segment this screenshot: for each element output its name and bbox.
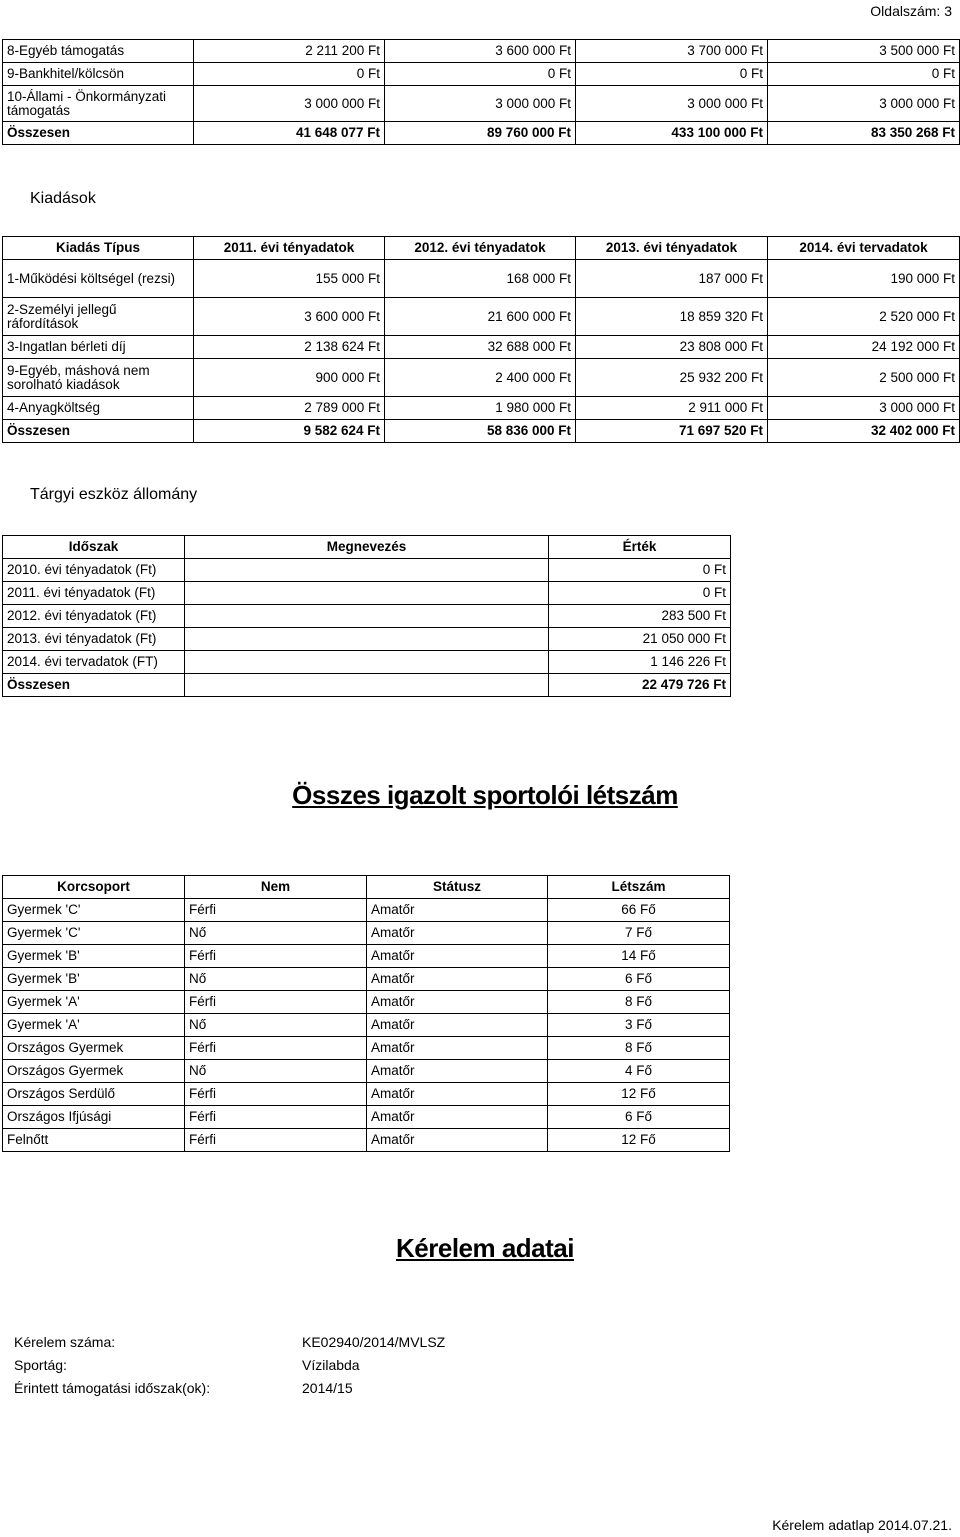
table-header-row bbox=[3, 237, 960, 260]
row-label: 2-Személyi jellegű ráfordítások bbox=[3, 298, 194, 336]
table-row bbox=[3, 397, 960, 420]
table-row bbox=[3, 1037, 730, 1060]
table-row bbox=[3, 40, 960, 63]
total-value: 433 100 000 Ft bbox=[576, 122, 768, 145]
sex-cell: Férfi bbox=[185, 1083, 367, 1106]
cell-value: 900 000 Ft bbox=[194, 359, 385, 397]
total-label: Összesen bbox=[3, 122, 194, 145]
sex-cell: Férfi bbox=[185, 945, 367, 968]
cell-value: 3 000 000 Ft bbox=[385, 86, 576, 122]
request-number-value bbox=[302, 1334, 445, 1350]
sport-value bbox=[302, 1357, 360, 1373]
count-cell: 8 Fő bbox=[548, 1037, 730, 1060]
value-cell: 1 146 226 Ft bbox=[549, 651, 731, 674]
table-row bbox=[3, 298, 960, 336]
cell-value: 3 600 000 Ft bbox=[385, 40, 576, 63]
column-header: Létszám bbox=[548, 876, 730, 899]
table-row bbox=[3, 86, 960, 122]
status-cell: Amatőr bbox=[367, 1083, 548, 1106]
field-value: Vízilabda bbox=[302, 1357, 360, 1373]
group-cell: Gyermek 'A' bbox=[3, 991, 185, 1014]
assets-title: Tárgyi eszköz állomány bbox=[30, 486, 198, 503]
total-row bbox=[3, 122, 960, 145]
table-row bbox=[3, 899, 730, 922]
group-cell: Gyermek 'B' bbox=[3, 945, 185, 968]
cell-value: 18 859 320 Ft bbox=[576, 298, 768, 336]
period-cell: 2011. évi tényadatok (Ft) bbox=[3, 582, 185, 605]
sex-cell: Nő bbox=[185, 1014, 367, 1037]
column-header: Időszak bbox=[3, 536, 185, 559]
column-header: 2012. évi tényadatok bbox=[385, 237, 576, 260]
count-cell: 6 Fő bbox=[548, 1106, 730, 1129]
group-cell: Gyermek 'A' bbox=[3, 1014, 185, 1037]
cell-value: 3 600 000 Ft bbox=[194, 298, 385, 336]
total-value: 41 648 077 Ft bbox=[194, 122, 385, 145]
cell-value: 2 911 000 Ft bbox=[576, 397, 768, 420]
column-header: Státusz bbox=[367, 876, 548, 899]
field-label: Érintett támogatási időszak(ok): bbox=[14, 1380, 211, 1396]
table-row bbox=[3, 1014, 730, 1037]
count-cell: 4 Fő bbox=[548, 1060, 730, 1083]
request-number-row bbox=[14, 1334, 115, 1350]
total-value: 9 582 624 Ft bbox=[194, 420, 385, 443]
cell-value: 21 600 000 Ft bbox=[385, 298, 576, 336]
status-cell: Amatőr bbox=[367, 1060, 548, 1083]
name-cell bbox=[185, 605, 549, 628]
athletes-title: Összes igazolt sportolói létszám bbox=[292, 780, 678, 810]
field-label: Sportág: bbox=[14, 1357, 67, 1373]
value-cell: 0 Ft bbox=[549, 582, 731, 605]
table-row bbox=[3, 559, 731, 582]
count-cell: 66 Fő bbox=[548, 899, 730, 922]
status-cell: Amatőr bbox=[367, 1037, 548, 1060]
sex-cell: Férfi bbox=[185, 1037, 367, 1060]
group-cell: Országos Ifjúsági bbox=[3, 1106, 185, 1129]
sex-cell: Nő bbox=[185, 968, 367, 991]
period-cell: 2012. évi tényadatok (Ft) bbox=[3, 605, 185, 628]
row-label: 4-Anyagköltség bbox=[3, 397, 194, 420]
page-number: Oldalszám: 3 bbox=[870, 3, 952, 19]
total-value: 22 479 726 Ft bbox=[549, 674, 731, 697]
row-label: 1-Működési költségel (rezsi) bbox=[3, 260, 194, 298]
group-cell: Országos Gyermek bbox=[3, 1037, 185, 1060]
table-row bbox=[3, 945, 730, 968]
cell-value: 187 000 Ft bbox=[576, 260, 768, 298]
cell-value: 2 789 000 Ft bbox=[194, 397, 385, 420]
total-row bbox=[3, 420, 960, 443]
total-value: 83 350 268 Ft bbox=[768, 122, 960, 145]
cell-value: 2 520 000 Ft bbox=[768, 298, 960, 336]
group-cell: Gyermek 'C' bbox=[3, 899, 185, 922]
table-row bbox=[3, 968, 730, 991]
field-value: KE02940/2014/MVLSZ bbox=[302, 1334, 446, 1350]
name-cell bbox=[185, 582, 549, 605]
count-cell: 14 Fő bbox=[548, 945, 730, 968]
cell-value: 3 000 000 Ft bbox=[768, 86, 960, 122]
count-cell: 12 Fő bbox=[548, 1129, 730, 1152]
value-cell: 283 500 Ft bbox=[549, 605, 731, 628]
status-cell: Amatőr bbox=[367, 922, 548, 945]
count-cell: 7 Fő bbox=[548, 922, 730, 945]
table-row bbox=[3, 651, 731, 674]
name-cell bbox=[185, 628, 549, 651]
name-cell bbox=[185, 674, 549, 697]
sex-cell: Nő bbox=[185, 1060, 367, 1083]
cell-value: 0 Ft bbox=[194, 63, 385, 86]
cell-value: 24 192 000 Ft bbox=[768, 336, 960, 359]
total-value: 71 697 520 Ft bbox=[576, 420, 768, 443]
cell-value: 190 000 Ft bbox=[768, 260, 960, 298]
expenses-table bbox=[2, 236, 960, 443]
status-cell: Amatőr bbox=[367, 1129, 548, 1152]
cell-value: 2 138 624 Ft bbox=[194, 336, 385, 359]
cell-value: 3 000 000 Ft bbox=[768, 397, 960, 420]
value-cell: 0 Ft bbox=[549, 559, 731, 582]
table-header-row bbox=[3, 876, 730, 899]
name-cell bbox=[185, 651, 549, 674]
column-header: Megnevezés bbox=[185, 536, 549, 559]
sex-cell: Férfi bbox=[185, 991, 367, 1014]
table-row bbox=[3, 359, 960, 397]
cell-value: 155 000 Ft bbox=[194, 260, 385, 298]
sex-cell: Férfi bbox=[185, 1129, 367, 1152]
cell-value: 3 000 000 Ft bbox=[576, 86, 768, 122]
count-cell: 3 Fő bbox=[548, 1014, 730, 1037]
count-cell: 6 Fő bbox=[548, 968, 730, 991]
total-value: 32 402 000 Ft bbox=[768, 420, 960, 443]
assets-table bbox=[2, 535, 731, 697]
cell-value: 168 000 Ft bbox=[385, 260, 576, 298]
field-label: Kérelem száma: bbox=[14, 1334, 116, 1350]
total-value: 89 760 000 Ft bbox=[385, 122, 576, 145]
total-value: 58 836 000 Ft bbox=[385, 420, 576, 443]
row-label: 9-Bankhitel/kölcsön bbox=[3, 63, 194, 86]
period-cell: 2013. évi tényadatok (Ft) bbox=[3, 628, 185, 651]
table-row bbox=[3, 605, 731, 628]
field-value: 2014/15 bbox=[302, 1380, 353, 1396]
table-row bbox=[3, 1060, 730, 1083]
period-cell: 2014. évi tervadatok (FT) bbox=[3, 651, 185, 674]
total-label: Összesen bbox=[3, 420, 194, 443]
group-cell: Országos Serdülő bbox=[3, 1083, 185, 1106]
table-row bbox=[3, 628, 731, 651]
table-row bbox=[3, 1106, 730, 1129]
column-header: Kiadás Típus bbox=[3, 237, 194, 260]
period-row bbox=[14, 1380, 210, 1396]
cell-value: 3 000 000 Ft bbox=[194, 86, 385, 122]
status-cell: Amatőr bbox=[367, 945, 548, 968]
sex-cell: Férfi bbox=[185, 899, 367, 922]
table-header-row bbox=[3, 536, 731, 559]
column-header: 2014. évi tervadatok bbox=[768, 237, 960, 260]
name-cell bbox=[185, 559, 549, 582]
table-row bbox=[3, 991, 730, 1014]
table-row bbox=[3, 1083, 730, 1106]
value-cell: 21 050 000 Ft bbox=[549, 628, 731, 651]
sport-row bbox=[14, 1357, 67, 1373]
count-cell: 12 Fő bbox=[548, 1083, 730, 1106]
status-cell: Amatőr bbox=[367, 991, 548, 1014]
total-label: Összesen bbox=[3, 674, 185, 697]
status-cell: Amatőr bbox=[367, 968, 548, 991]
request-title: Kérelem adatai bbox=[396, 1233, 574, 1263]
income-table bbox=[2, 39, 960, 145]
cell-value: 0 Ft bbox=[385, 63, 576, 86]
table-row bbox=[3, 1129, 730, 1152]
table-row bbox=[3, 260, 960, 298]
row-label: 10-Állami - Önkormányzati támogatás bbox=[3, 86, 194, 122]
group-cell: Országos Gyermek bbox=[3, 1060, 185, 1083]
sex-cell: Férfi bbox=[185, 1106, 367, 1129]
cell-value: 2 500 000 Ft bbox=[768, 359, 960, 397]
table-row bbox=[3, 63, 960, 86]
group-cell: Felnőtt bbox=[3, 1129, 185, 1152]
status-cell: Amatőr bbox=[367, 1106, 548, 1129]
column-header: Érték bbox=[549, 536, 731, 559]
cell-value: 3 500 000 Ft bbox=[768, 40, 960, 63]
cell-value: 1 980 000 Ft bbox=[385, 397, 576, 420]
cell-value: 23 808 000 Ft bbox=[576, 336, 768, 359]
status-cell: Amatőr bbox=[367, 1014, 548, 1037]
table-row bbox=[3, 922, 730, 945]
expenses-title: Kiadások bbox=[30, 190, 96, 207]
cell-value: 3 700 000 Ft bbox=[576, 40, 768, 63]
column-header: 2013. évi tényadatok bbox=[576, 237, 768, 260]
count-cell: 8 Fő bbox=[548, 991, 730, 1014]
row-label: 3-Ingatlan bérleti díj bbox=[3, 336, 194, 359]
column-header: Korcsoport bbox=[3, 876, 185, 899]
cell-value: 2 211 200 Ft bbox=[194, 40, 385, 63]
table-row bbox=[3, 336, 960, 359]
column-header: Nem bbox=[185, 876, 367, 899]
cell-value: 0 Ft bbox=[576, 63, 768, 86]
cell-value: 0 Ft bbox=[768, 63, 960, 86]
table-row bbox=[3, 582, 731, 605]
page-footer: Kérelem adatlap 2014.07.21. bbox=[772, 1517, 952, 1533]
row-label: 8-Egyéb támogatás bbox=[3, 40, 194, 63]
row-label: 9-Egyéb, máshová nem sorolható kiadások bbox=[3, 359, 194, 397]
status-cell: Amatőr bbox=[367, 899, 548, 922]
group-cell: Gyermek 'B' bbox=[3, 968, 185, 991]
cell-value: 25 932 200 Ft bbox=[576, 359, 768, 397]
athletes-table bbox=[2, 875, 730, 1152]
period-value bbox=[302, 1380, 353, 1396]
cell-value: 32 688 000 Ft bbox=[385, 336, 576, 359]
sex-cell: Nő bbox=[185, 922, 367, 945]
cell-value: 2 400 000 Ft bbox=[385, 359, 576, 397]
period-cell: 2010. évi tényadatok (Ft) bbox=[3, 559, 185, 582]
total-row bbox=[3, 674, 731, 697]
group-cell: Gyermek 'C' bbox=[3, 922, 185, 945]
column-header: 2011. évi tényadatok bbox=[194, 237, 385, 260]
